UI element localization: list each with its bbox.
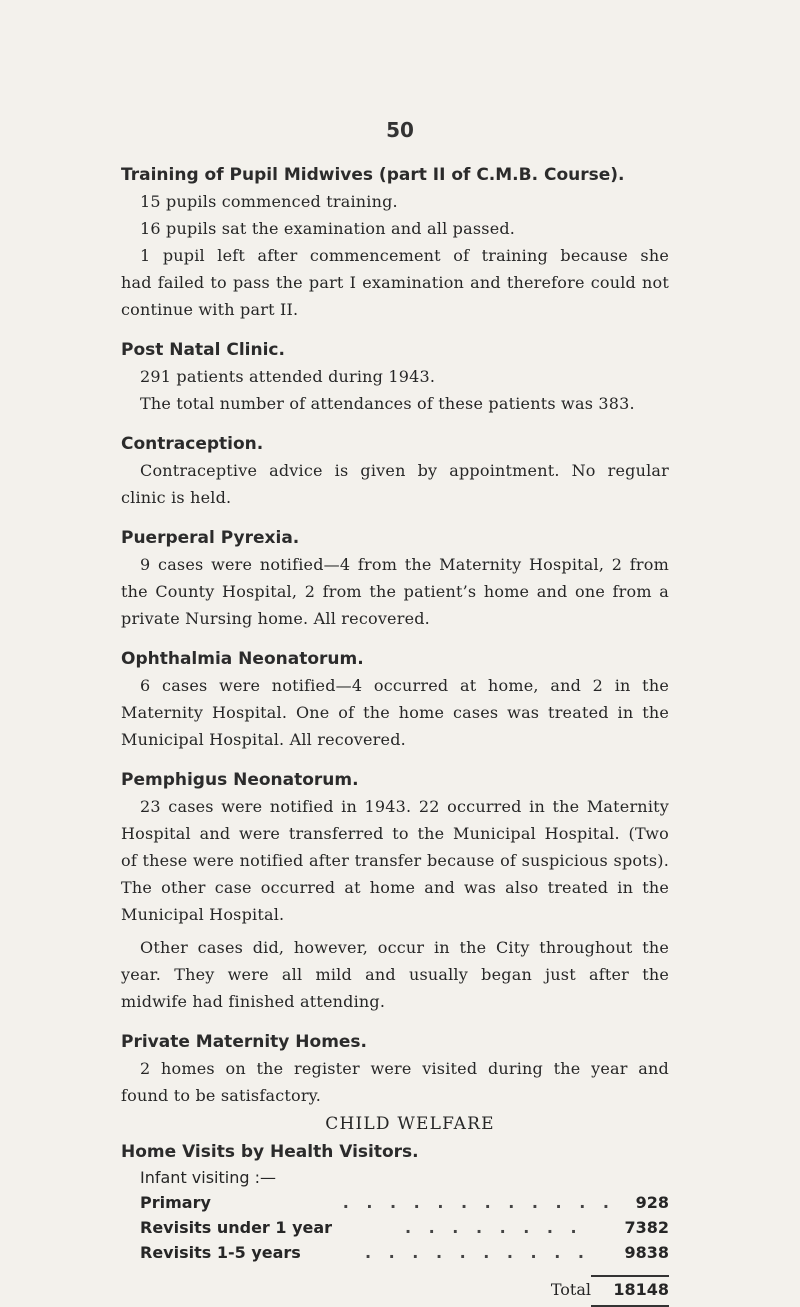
section-home-visits [121, 1139, 669, 1307]
body-line: Contraceptive advice is given by appointment. No regular [140, 461, 669, 480]
child-welfare-title: CHILD WELFARE [325, 1114, 495, 1134]
table-row [121, 1215, 669, 1240]
section-heading: Post Natal Clinic. [121, 340, 285, 360]
body-line: had failed to pass the part I examination and therefore could not [121, 273, 669, 292]
body-line: private Nursing home. All recovered. [121, 609, 430, 628]
body-line: Hospital and were transferred to the Municipal Hospital. (Two [121, 824, 669, 843]
section-contraception [121, 431, 669, 511]
body-line: continue with part II. [121, 300, 299, 319]
body-line: the County Hospital, 2 from the patient’s home and one from a [121, 582, 669, 601]
leader-dots: . . . . . . . . . . [365, 1243, 590, 1262]
body-line: 6 cases were notified—4 occurred at home, and 2 in the [140, 676, 669, 695]
body-line: 291 patients attended during 1943. [140, 367, 436, 386]
total-row [121, 1277, 669, 1303]
section-ophthalmia-neonatorum [121, 646, 669, 753]
body-line: 16 pupils sat the examination and all passed. [140, 219, 516, 238]
body-line: 2 homes on the register were visited during the year and [140, 1059, 669, 1078]
infant-visiting-label: Infant visiting :— [140, 1168, 276, 1187]
body-line: year. They were all mild and usually began just after the [121, 965, 669, 984]
body-line: The other case occurred at home and was also treated in the [121, 878, 669, 897]
body-line: of these were notified after transfer because of suspicious spots). [121, 851, 669, 870]
table-row [121, 1190, 669, 1215]
page-body [121, 162, 669, 1307]
total-value: 18148 [613, 1280, 669, 1299]
body-line: Municipal Hospital. [121, 905, 285, 924]
section-heading: Pemphigus Neonatorum. [121, 770, 359, 790]
section-heading: Home Visits by Health Visitors. [121, 1142, 419, 1162]
total-label: Total [550, 1280, 591, 1299]
row-value: 9838 [624, 1243, 669, 1262]
row-value: 928 [635, 1193, 669, 1212]
section-heading: Training of Pupil Midwives (part II of C.M.B. Course). [121, 165, 625, 185]
body-line: Other cases did, however, occur in the City throughout the [140, 938, 669, 957]
body-line: 9 cases were notified—4 from the Maternity Hospital, 2 from [140, 555, 669, 574]
section-heading: Puerperal Pyrexia. [121, 528, 300, 548]
section-puerperal-pyrexia [121, 525, 669, 632]
section-pemphigus-neonatorum [121, 767, 669, 1015]
body-line: midwife had finished attending. [121, 992, 386, 1011]
table-row [121, 1240, 669, 1265]
body-line: 15 pupils commenced training. [140, 192, 398, 211]
section-training-pupil-midwives [121, 162, 669, 323]
row-label: Primary [140, 1193, 211, 1212]
leader-dots: . . . . . . . . [405, 1218, 583, 1237]
body-line: The total number of attendances of these patients was 383. [140, 394, 635, 413]
body-line: 23 cases were notified in 1943. 22 occurred in the Maternity [140, 797, 669, 816]
section-private-maternity-homes [121, 1029, 669, 1109]
row-label: Revisits under 1 year [140, 1218, 333, 1237]
body-line: 1 pupil left after commencement of training because she [140, 246, 669, 265]
row-label: Revisits 1-5 years [140, 1243, 301, 1262]
page-number: 50 [386, 118, 414, 142]
body-line: Maternity Hospital. One of the home cases was treated in the [121, 703, 669, 722]
body-line: clinic is held. [121, 488, 232, 507]
body-line: found to be satisfactory. [121, 1086, 322, 1105]
section-post-natal-clinic [121, 337, 669, 417]
leader-dots: . . . . . . . . . . . . [342, 1193, 615, 1212]
section-heading: Ophthalmia Neonatorum. [121, 649, 364, 669]
section-heading: Private Maternity Homes. [121, 1032, 368, 1052]
section-heading: Contraception. [121, 434, 264, 454]
body-line: Municipal Hospital. All recovered. [121, 730, 406, 749]
row-value: 7382 [624, 1218, 669, 1237]
